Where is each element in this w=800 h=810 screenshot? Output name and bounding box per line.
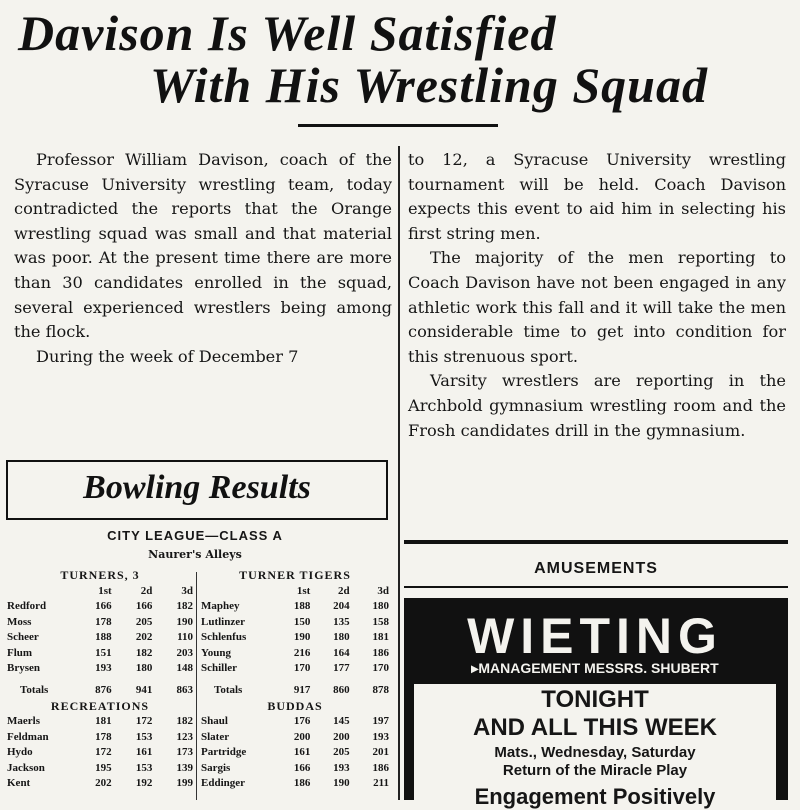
engagement-text: Engagement Positively [474, 784, 716, 809]
all-week-text: AND ALL THIS WEEK [473, 714, 717, 741]
article-column-1 [14, 148, 392, 369]
article-paragraph: The majority of the men reporting to Coach Davison have not been engaged in any athletic work this fall and it will take the men considerable time to get into condition for this strenuous sport. [408, 248, 786, 366]
table-row: Scheer 188 202 110 [7, 631, 193, 643]
team-name: TURNER TIGERS [239, 568, 351, 582]
col-header: 3d [181, 584, 193, 597]
amusements-rule-bottom [404, 586, 788, 588]
amusements-heading: AMUSEMENTS [534, 560, 658, 577]
totals-row: Totals 876 941 863 [20, 684, 193, 696]
table-header-row [200, 584, 390, 600]
matinee-text: Mats., Wednesday, Saturday [494, 744, 696, 761]
col-header: 1st [296, 584, 311, 597]
management-text: MANAGEMENT MESSRS. SHUBERT [478, 660, 719, 676]
table-row: Feldman 178 153 123 [7, 730, 193, 743]
col-header: 1st [98, 584, 112, 597]
table-row: Maphey 188 204 180 [201, 600, 389, 612]
amusements-rule-top [404, 540, 788, 544]
table-row: Brysen 193 180 148 [7, 662, 193, 674]
score-table [6, 584, 194, 699]
article-paragraph: Professor William Davison, coach of the Syracuse University wrestling team, today contradicted the reports that the Orange wrestling squad was small and that material was poor. At the present time there are more than 30 candidates enrolled in the squad, several experienced wrestlers being among the flock. [14, 150, 392, 342]
column-divider [398, 146, 400, 800]
table-row: Jackson 195 153 139 [7, 761, 193, 774]
totals-row: Totals 917 860 878 [214, 684, 389, 696]
table-row: Flum 151 182 203 [7, 646, 193, 659]
table-row: Redford 166 166 182 [7, 600, 193, 612]
team-name: TURNERS, 3 [60, 568, 140, 582]
table-row: Sargis 166 193 186 [201, 761, 389, 774]
wieting-banner [414, 608, 776, 684]
article-column-2 [408, 148, 786, 443]
col-header: 3d [377, 584, 389, 597]
table-row: Shaul 176 145 197 [201, 715, 389, 727]
bowling-results-title: Bowling Results [83, 469, 311, 506]
table-header-row [6, 584, 194, 600]
headline-rule [298, 124, 498, 127]
score-table [200, 584, 390, 699]
table-row: Lutlinzer 150 135 158 [201, 615, 389, 628]
bowling-results-header-box [6, 460, 388, 520]
headline-line-1: Davison Is Well Satisfied [18, 5, 557, 61]
arrow-icon: ▸ [471, 660, 479, 676]
bowling-table-left [6, 568, 194, 792]
article-paragraph: Varsity wrestlers are reporting in the Archbold gymnasium wrestling room and the Frosh candidates drill in the gymnasium. [408, 371, 786, 440]
table-row: Partridge 161 205 201 [201, 746, 389, 758]
team-name: BUDDAS [267, 698, 323, 713]
col-header: 2d [338, 584, 350, 597]
table-row: Moss 178 205 190 [7, 615, 193, 628]
bowling-table-right [200, 568, 390, 792]
league-title: CITY LEAGUE—CLASS A [107, 528, 283, 543]
management-line [414, 660, 776, 677]
table-row: Maerls 181 172 182 [7, 715, 193, 727]
headline-line-2: With His Wrestling Squad [150, 57, 708, 113]
theater-name: WIETING [467, 608, 723, 664]
table-row: Hydo 172 161 173 [7, 746, 193, 758]
table-row: Schiller 170 177 170 [201, 662, 389, 674]
table-row: Kent 202 192 199 [7, 777, 193, 789]
team-name: RECREATIONS [50, 698, 150, 713]
table-row: Eddinger 186 190 211 [201, 777, 389, 789]
alleys-name: Naurer's Alleys [148, 548, 242, 561]
bowling-table-divider [196, 572, 197, 800]
score-table [6, 714, 194, 792]
table-row: Young 216 164 186 [201, 646, 389, 659]
score-table [200, 714, 390, 792]
article-paragraph: to 12, a Syracuse University wrestling tournament will be held. Coach Davison expects this event to aid him in selecting his first string men. [408, 150, 786, 243]
table-row: Slater 200 200 193 [201, 730, 389, 743]
tonight-text: TONIGHT [541, 686, 649, 713]
col-header: 2d [140, 584, 153, 597]
article-paragraph: During the week of December 7 [36, 346, 299, 366]
wieting-ad-inner [414, 608, 776, 808]
wieting-ad [404, 598, 788, 809]
table-row: Schlenfus 190 180 181 [201, 631, 389, 643]
return-text: Return of the Miracle Play [502, 762, 688, 779]
